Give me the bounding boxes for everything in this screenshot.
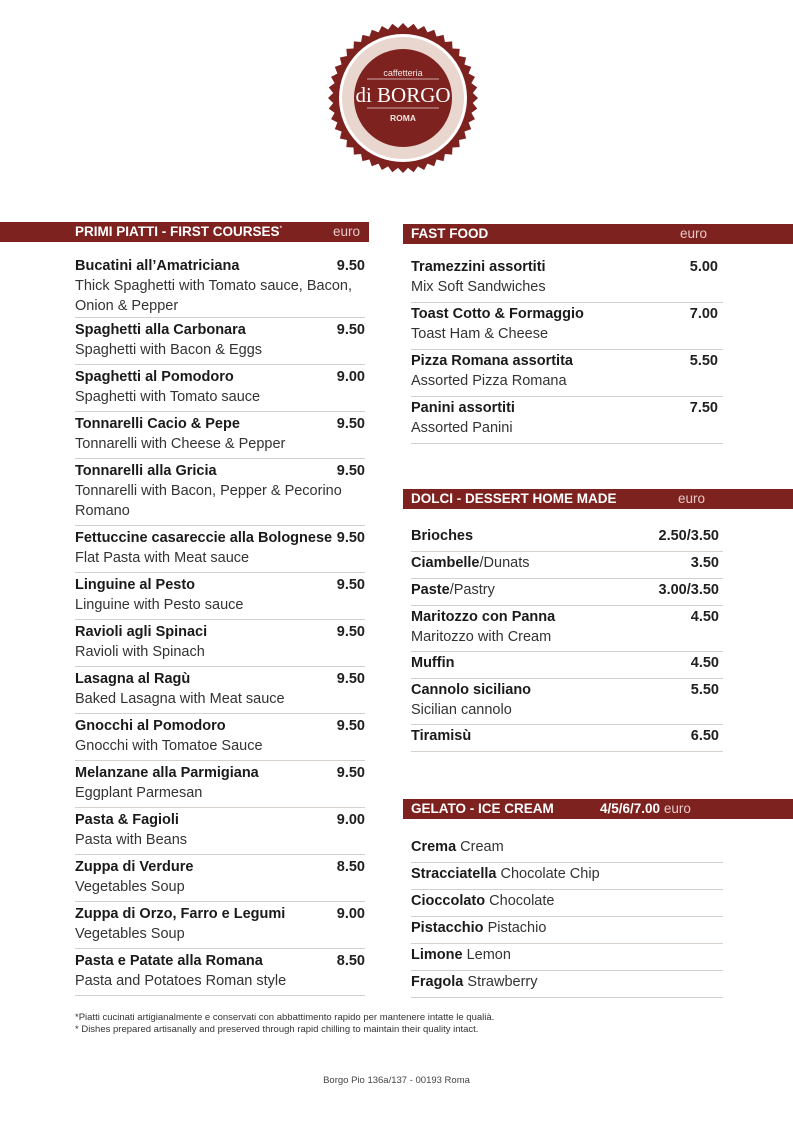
item-name: Zuppa di Orzo, Farro e Legumi xyxy=(75,906,286,922)
gelato-prices: 4/5/6/7.00 euro xyxy=(600,801,691,816)
item-price: 9.50 xyxy=(336,416,365,432)
item-name: Cioccolato Chocolate xyxy=(411,893,555,909)
item-name: Spaghetti al Pomodoro xyxy=(75,369,234,385)
menu-item xyxy=(75,949,365,996)
item-name: Ciambelle/Dunats xyxy=(411,555,530,571)
item-description: Vegetables Soup xyxy=(75,926,185,942)
footnote-italian: *Piatti cucinati artigianalmente e conservati con abbattimento rapido per mantenere intatte le qualià. xyxy=(75,1012,495,1023)
item-name: Toast Cotto & Formaggio xyxy=(411,306,584,322)
gelato-list xyxy=(411,836,723,998)
item-name: Panini assortiti xyxy=(411,400,515,416)
fastfood-title: FAST FOOD xyxy=(411,226,489,241)
item-price: 8.50 xyxy=(336,859,365,875)
menu-item xyxy=(411,863,723,890)
item-inline-desc: Strawberry xyxy=(467,974,538,990)
item-price: 7.50 xyxy=(689,400,718,416)
dolci-title: DOLCI - DESSERT HOME MADE xyxy=(411,491,617,506)
menu-item xyxy=(75,620,365,667)
item-name: Gnocchi al Pomodoro xyxy=(75,718,226,734)
item-inline-desc: /Dunats xyxy=(479,555,530,571)
item-price: 4.50 xyxy=(690,609,719,625)
item-description: Toast Ham & Cheese xyxy=(411,326,549,342)
item-price: 7.00 xyxy=(689,306,718,322)
item-name: Maritozzo con Panna xyxy=(411,609,556,625)
item-name: Linguine al Pesto xyxy=(75,577,196,593)
item-description: Baked Lasagna with Meat sauce xyxy=(75,691,285,707)
dolci-list xyxy=(411,525,723,752)
address: Borgo Pio 136a/137 - 00193 Roma xyxy=(323,1075,470,1086)
dolci-header xyxy=(403,489,793,509)
menu-item xyxy=(75,526,365,573)
item-price: 9.00 xyxy=(336,812,365,828)
item-name: Pistacchio Pistachio xyxy=(411,920,547,936)
menu-item xyxy=(75,365,365,412)
item-inline-desc: Lemon xyxy=(466,947,511,963)
gelato-header xyxy=(403,799,793,819)
menu-item xyxy=(75,667,365,714)
menu-item xyxy=(75,318,365,365)
item-price: 6.50 xyxy=(690,728,719,744)
logo-line1: caffetteria xyxy=(383,68,423,78)
primi-header xyxy=(0,222,369,242)
item-description: Assorted Pizza Romana xyxy=(411,373,567,389)
menu-item xyxy=(411,256,723,303)
item-price: 3.50 xyxy=(690,555,719,571)
item-name: Melanzane alla Parmigiana xyxy=(75,765,259,781)
menu-item xyxy=(411,836,723,863)
gelato-title: GELATO - ICE CREAM xyxy=(411,801,554,816)
item-name: Lasagna al Ragù xyxy=(75,671,191,687)
item-price: 9.50 xyxy=(336,530,365,546)
item-description: Gnocchi with Tomatoe Sauce xyxy=(75,738,263,754)
item-name: Paste/Pastry xyxy=(411,582,495,598)
menu-item xyxy=(411,725,723,752)
item-description: Eggplant Parmesan xyxy=(75,785,203,801)
primi-currency: euro xyxy=(333,224,361,239)
menu-item xyxy=(411,890,723,917)
menu-item xyxy=(411,917,723,944)
menu-item xyxy=(411,606,723,652)
item-inline-desc: Chocolate Chip xyxy=(500,866,600,882)
item-name: Crema Cream xyxy=(411,839,504,855)
dolci-currency: euro xyxy=(678,491,706,506)
item-description: Thick Spaghetti with Tomato sauce, Bacon, Onion & Pepper xyxy=(75,278,352,314)
item-description: Spaghetti with Bacon & Eggs xyxy=(75,342,263,358)
item-inline-desc: Cream xyxy=(460,839,504,855)
item-description: Linguine with Pesto sauce xyxy=(75,597,244,613)
item-inline-desc: /Pastry xyxy=(449,582,495,598)
item-description: Mix Soft Sandwiches xyxy=(411,279,546,295)
item-name: Limone Lemon xyxy=(411,947,511,963)
item-name: Brioches xyxy=(411,528,474,544)
item-price: 8.50 xyxy=(336,953,365,969)
menu-item xyxy=(411,525,723,552)
fastfood-list xyxy=(411,256,723,444)
footnote xyxy=(75,1012,494,1036)
item-description: Spaghetti with Tomato sauce xyxy=(75,389,261,405)
item-description: Pasta and Potatoes Roman style xyxy=(75,973,287,989)
menu-item xyxy=(75,573,365,620)
menu-item xyxy=(75,459,365,526)
menu-item xyxy=(75,855,365,902)
menu-item xyxy=(75,808,365,855)
item-inline-desc: Chocolate xyxy=(489,893,555,909)
primi-title: PRIMI PIATTI - FIRST COURSES* xyxy=(75,224,283,239)
item-name: Zuppa di Verdure xyxy=(75,859,194,875)
menu-item xyxy=(411,397,723,444)
item-price: 9.50 xyxy=(336,463,365,479)
item-price: 5.00 xyxy=(689,259,718,275)
menu-item xyxy=(75,412,365,459)
item-name: Muffin xyxy=(411,655,455,671)
logo-seal xyxy=(327,22,479,174)
item-name: Pasta & Fagioli xyxy=(75,812,179,828)
item-price: 4.50 xyxy=(690,655,719,671)
item-price: 3.00/3.50 xyxy=(658,582,719,598)
logo-line3: ROMA xyxy=(390,113,416,123)
primi-list xyxy=(75,254,365,996)
item-name: Tonnarelli Cacio & Pepe xyxy=(75,416,240,432)
item-price: 9.50 xyxy=(336,671,365,687)
menu-item xyxy=(411,679,723,725)
item-price: 2.50/3.50 xyxy=(658,528,719,544)
logo xyxy=(327,22,479,174)
menu-item xyxy=(75,902,365,949)
footnote-english: * Dishes prepared artisanally and preserved through rapid chilling to maintain their quality intact. xyxy=(75,1024,479,1035)
fastfood-currency: euro xyxy=(680,226,708,241)
item-name: Cannolo siciliano xyxy=(411,682,532,698)
item-price: 9.50 xyxy=(336,718,365,734)
item-description: Ravioli with Spinach xyxy=(75,644,205,660)
menu-item xyxy=(411,971,723,998)
item-price: 5.50 xyxy=(690,682,719,698)
item-name: Spaghetti alla Carbonara xyxy=(75,322,246,338)
item-description: Flat Pasta with Meat sauce xyxy=(75,550,250,566)
menu-item xyxy=(411,552,723,579)
item-name: Pasta e Patate alla Romana xyxy=(75,953,263,969)
item-price: 9.50 xyxy=(336,624,365,640)
item-description: Assorted Panini xyxy=(411,420,513,436)
item-name: Tiramisù xyxy=(411,728,472,744)
item-description: Tonnarelli with Cheese & Pepper xyxy=(75,436,286,452)
item-name: Pizza Romana assortita xyxy=(411,353,573,369)
menu-item xyxy=(75,714,365,761)
item-inline-desc: Pistachio xyxy=(487,920,547,936)
fastfood-header xyxy=(403,224,793,244)
item-description: Tonnarelli with Bacon, Pepper & Pecorino Romano xyxy=(75,483,342,519)
menu-item xyxy=(411,652,723,679)
item-name: Fettuccine casareccie alla Bolognese xyxy=(75,530,333,546)
item-price: 9.50 xyxy=(336,258,365,274)
menu-item xyxy=(411,303,723,350)
item-name: Fragola Strawberry xyxy=(411,974,538,990)
menu-item xyxy=(75,254,365,318)
item-price: 9.00 xyxy=(336,369,365,385)
item-description: Sicilian cannolo xyxy=(411,702,512,718)
menu-item xyxy=(411,579,723,606)
menu-item xyxy=(411,944,723,971)
item-name: Ravioli agli Spinaci xyxy=(75,624,208,640)
item-price: 5.50 xyxy=(689,353,718,369)
item-description: Vegetables Soup xyxy=(75,879,185,895)
item-description: Pasta with Beans xyxy=(75,832,188,848)
item-price: 9.50 xyxy=(336,765,365,781)
logo-line2: di BORGO xyxy=(355,83,451,107)
item-name: Tramezzini assortiti xyxy=(411,259,546,275)
item-price: 9.00 xyxy=(336,906,365,922)
item-name: Stracciatella Chocolate Chip xyxy=(411,866,600,882)
item-price: 9.50 xyxy=(336,322,365,338)
menu-item xyxy=(411,350,723,397)
item-name: Tonnarelli alla Gricia xyxy=(75,463,217,479)
item-price: 9.50 xyxy=(336,577,365,593)
item-description: Maritozzo with Cream xyxy=(411,629,552,645)
item-name: Bucatini all’Amatriciana xyxy=(75,258,240,274)
menu-item xyxy=(75,761,365,808)
